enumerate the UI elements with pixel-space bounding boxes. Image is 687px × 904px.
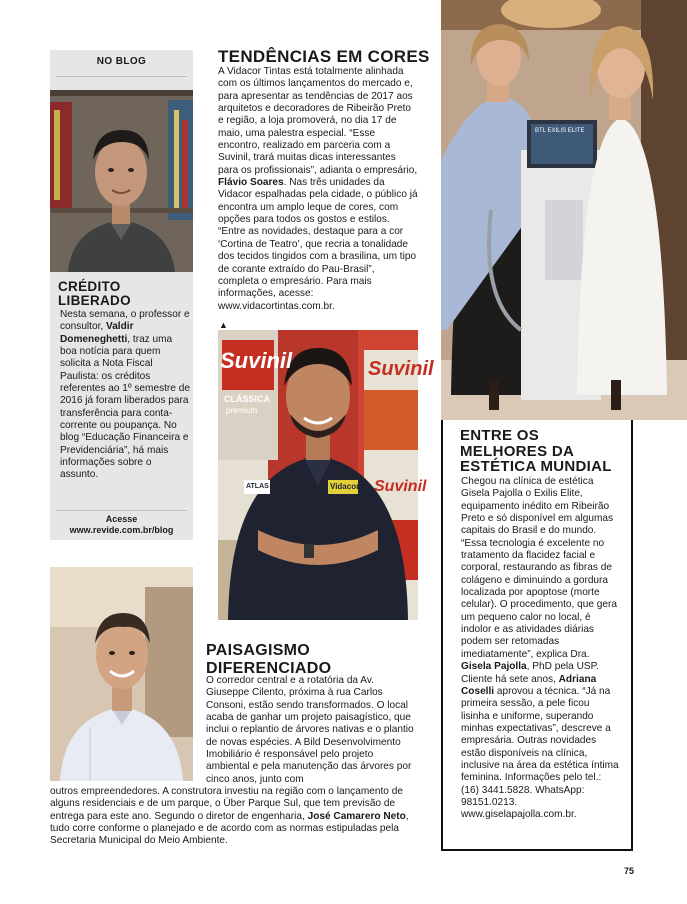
blog-footer: Acesse www.revide.com.br/blog bbox=[50, 514, 193, 536]
suvinil-can-label: premium bbox=[226, 406, 258, 415]
estetica-heading: ENTRE OS MELHORES DA ESTÉTICA MUNDIAL bbox=[460, 427, 612, 475]
photo-gisela-adriana bbox=[441, 0, 687, 420]
suvinil-can-label: Suvinil bbox=[368, 358, 434, 380]
sleeve-badge: ATLAS bbox=[246, 483, 269, 490]
name-valdir: Valdir Domeneghetti bbox=[60, 321, 134, 345]
tendencias-body-text: A Vidacor Tintas está totalmente alinhada com os últimos lançamentos do mercado e, para apresentar as tendências de 2017 aos arquitetos e decoradores de Ribeirão Preto e região, a loja promoverá, no dia 17 de maio, uma palestra especial. “Esse encontro, realizado em parceria com a Suvinil, trará muitas dicas interessantes para os profissionais”, adianta o empresário, Flávio Soares. Nas três unidades da Vidacor espalhadas pela cidade, o público já encontra um amplo leque de cores, com opções para todos os gostos e estilos. “Entre as novidades, destaque para a cor ‘Cortina de Teatro’, que recria a tonalidade dos tecidos tingidos com a brasilina, um tipo de corante extraído do Pau-Brasil”, completa o empresário. Para mais informações, acesse: www.vidacortintas.com.br. bbox=[218, 66, 418, 312]
device-label: BTL EXILIS ELITE bbox=[535, 128, 585, 134]
blog-heading: CRÉDITO LIBERADO bbox=[58, 279, 131, 308]
name-adriana: Adriana Coselli bbox=[461, 673, 597, 697]
name-flavio: Flávio Soares bbox=[218, 177, 284, 189]
blog-body-text: Nesta semana, o professor e consultor, Valdir Domeneghetti, traz uma boa notícia para quem solicita a Nota Fiscal Paulista: os créditos referentes ao 1º semestre de 2016 já foram liberados para transferência para conta-corrente ou poupança. No blog “Educação Financeira e Previdenciária”, há mais informações sobre o assunto. bbox=[60, 309, 190, 481]
paisagismo-heading: PAISAGISMO DIFERENCIADO bbox=[206, 642, 332, 677]
divider bbox=[56, 510, 187, 511]
page-number: 75 bbox=[624, 866, 635, 876]
suvinil-can-label: Suvinil bbox=[220, 348, 293, 373]
paisagismo-body-text-wide: outros empreendedores. A construtora investiu na região com o lançamento de alguns residenciais e de um parque, o Über Parque Sul, que tem previsão de entrega para este ano. Segundo o diretor de engenharia, José Camarero Neto, tudo corre conforme o planejado e de acordo com as normas estipuladas pela Secretaria Municipal do Meio Ambiente. bbox=[50, 786, 409, 847]
estetica-body-text: Chegou na clínica de estética Gisela Pajolla o Exilis Elite, equipamento inédito em Ribeirão Preto e só disponível em algumas capitais do Brasil e do mundo. “Essa tecnologia é excelente no tratamento da flacidez facial e corporal, restaurando as fibras de colágeno e diminuindo a gordura localizada por apoptose (morte celular). O procedimento, que gera um pequeno calor no local, é indolor e as atividades diárias podem ser retomadas imediatamente”, explica Dra. Gisela Pajolla, PhD pela USP. Cliente há sete anos, Adriana Coselli aprovou a técnica. “Já na primeira sessão, a pele ficou lisinha e uniforme, superando minhas expectativas”, descreve a empresária. Outras novidades estão disponíveis na clínica, inclusive na área da estética íntima feminina. Informações pelo tel.: (16) 3441.5828. WhatsApp: 98151.0213. www.giselapajolla.com.br. bbox=[461, 476, 619, 821]
suvinil-can-label: CLÁSSICA bbox=[224, 394, 271, 404]
photo-flavio-soares bbox=[218, 330, 434, 620]
divider bbox=[56, 76, 187, 77]
suvinil-can-label: Suvinil bbox=[374, 478, 427, 495]
name-gisela: Gisela Pajolla bbox=[461, 661, 527, 673]
blog-link[interactable]: www.revide.com.br/blog bbox=[69, 525, 174, 535]
photo-caption-arrow-icon: ▲ bbox=[219, 320, 228, 330]
tendencias-heading: TENDÊNCIAS EM CORES bbox=[218, 47, 430, 66]
blog-label: NO BLOG bbox=[96, 56, 147, 67]
name-camarero: José Camarero Neto bbox=[307, 810, 406, 822]
polo-badge: Vidacor bbox=[330, 482, 360, 491]
paisagismo-body-text: O corredor central e a rotatória da Av. Giuseppe Cilento, próxima à rua Carlos Consoni, estão sendo transformados. O local acaba de ganhar um projeto paisagístico, que inclui o replantio de árvores nativas e o plantio de novas espécies. A Bild Desenvolvimento Imobiliário é responsável pelo projeto ambiental e pela manutenção das árvores por cinco anos, junto com bbox=[206, 675, 414, 785]
photo-valdir-domeneghetti bbox=[50, 90, 193, 272]
photo-camarero bbox=[50, 567, 193, 781]
